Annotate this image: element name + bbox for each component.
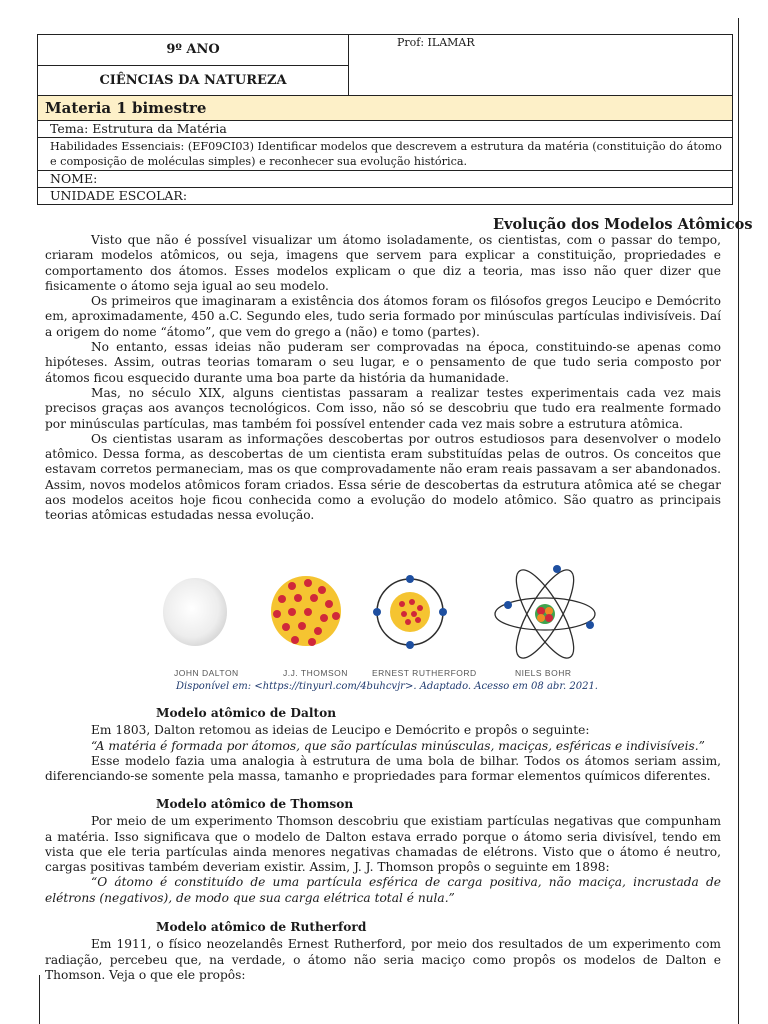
nome-field[interactable]: NOME: [38,171,732,188]
header-table [37,34,733,205]
thomson-section [45,797,721,906]
header-left-cell [38,35,349,95]
figure-label-dalton: JOHN DALTON [174,668,239,678]
intro-paragraph: Os cientistas usaram as informações descobertas por outros estudiosos para desenvolver o modelo atômico. Dessa forma, as descobertas de um cientista eram substituídas pelas de outros. Os conceitos que estavam corretos permaneciam, mas os que comprovadamente não eram reais passavam a ser abandonados. Assim, novos modelos atômicos foram criados. Essa série de descobertas da estrutura atômica até se chegar aos modelos aceitos hoje ficou conhecida como a evolução do modelo atômico. São quatro as principais teorias atômicas estudadas nessa evolução. [45,431,721,523]
dalton-section [45,706,721,784]
subject-label: CIÊNCIAS DA NATUREZA [99,72,287,88]
dalton-paragraph: Em 1803, Dalton retomou as ideias de Leucipo e Demócrito e propôs o seguinte: [91,723,590,738]
figure-caption: Disponível em: <https://tinyurl.com/4buhcvjr>. Adaptado. Acesso em 08 abr. 2021. [176,681,598,692]
dalton-quote: “A matéria é formada por átomos, que são partículas minúsculas, maciças, esféricas e indivisíveis.” [91,738,705,753]
rutherford-heading: Modelo atômico de Rutherford [156,920,367,934]
grade-label: 9º ANO [38,35,348,66]
rutherford-paragraph: Em 1911, o físico neozelandês Ernest Rutherford, por meio dos resultados de um experimento com radiação, percebeu que, na verdade, o átomo não seria maciço como propôs os modelos de Dalton e Thomson. Veja o que ele propôs: [45,937,721,982]
tema-row: Tema: Estrutura da Matéria [38,121,732,138]
dalton-sphere-image [163,578,227,646]
intro-text [45,233,721,524]
thomson-heading: Modelo atômico de Thomson [156,797,354,811]
thomson-model-image [271,576,341,646]
header-top-row [38,35,732,96]
thomson-quote: “O átomo é constituído de uma partícula esférica de carga positiva, não maciça, incrustada de elétrons (negativos), de modo que sua carga elétrica total é nula.” [45,875,721,905]
figure-label-bohr: NIELS BOHR [515,668,572,678]
page-title: Evolução dos Modelos Atômicos [493,216,753,233]
page-margin-line [738,18,739,1024]
page-margin-line-left [39,975,40,1024]
atomic-models-figure [162,554,612,682]
rutherford-section [45,920,721,983]
materia-label: Materia 1 bimestre [38,96,732,121]
unidade-field[interactable]: UNIDADE ESCOLAR: [50,188,188,203]
intro-paragraph: No entanto, essas ideias não puderam ser comprovadas na época, constituindo-se apenas como hipóteses. Assim, outras teorias tomaram o seu lugar, e o pensamento de que tudo seria composto por átomos ficou esquecido durante uma boa parte da história da humanidade. [45,340,721,385]
intro-paragraph: Visto que não é possível visualizar um átomo isoladamente, os cientistas, com o passar do tempo, criaram modelos atômicos, ou seja, imagens que servem para explicar a constituição, propriedades e comportamento dos átomos. Esses modelos explicam o que diz a teoria, mas isso não quer dizer que fisicamente o átomo seja igual ao seu modelo. [45,233,721,293]
dalton-paragraph: Esse modelo fazia uma analogia à estrutura de uma bola de bilhar. Todos os átomos seriam assim, diferenciando-se somente pela massa, tamanho e propriedades para formar elementos químicos diferentes. [45,753,721,784]
rutherford-model-image [373,575,447,649]
teacher-label: Prof: ILAMAR [397,36,475,49]
intro-paragraph: Mas, no século XIX, alguns cientistas passaram a realizar testes experimentais cada vez mais precisos graças aos avanços tecnológicos. Com isso, não só se descobriu que tudo era realmente formado por minúsculas partículas, mas também foi possível entender cada vez mais sobre a estrutura atômica. [45,385,721,431]
intro-paragraph: Os primeiros que imaginaram a existência dos átomos foram os filósofos gregos Leucipo e Demócrito em, aproximadamente, 450 a.C. Segundo eles, tudo seria formado por minúsculas partículas indivisíveis. Daí a origem do nome “átomo”, que vem do grego a (não) e tomo (partes). [45,294,721,339]
bohr-model-image [495,563,595,666]
habilidades-row: Habilidades Essenciais: (EF09CI03) Identificar modelos que descrevem a estrutura da matéria (constituição do átomo e composição de moléculas simples) e reconhecer sua evolução histórica. [38,138,732,171]
dalton-heading: Modelo atômico de Dalton [156,706,337,720]
thomson-paragraph: Por meio de um experimento Thomson descobriu que existiam partículas negativas que compunham a matéria. Isso significava que o modelo de Dalton estava errado porque o átomo seria divisível, tendo em vista que ele teria partículas ainda menores negativas chamadas de elétrons. Visto que o átomo é neutro, cargas positivas também deveriam existir. Assim, J. J. Thomson propôs o seguinte em 1898: [45,814,721,875]
figure-label-thomson: J.J. THOMSON [283,668,348,678]
figure-label-rutherford: ERNEST RUTHERFORD [372,668,477,678]
